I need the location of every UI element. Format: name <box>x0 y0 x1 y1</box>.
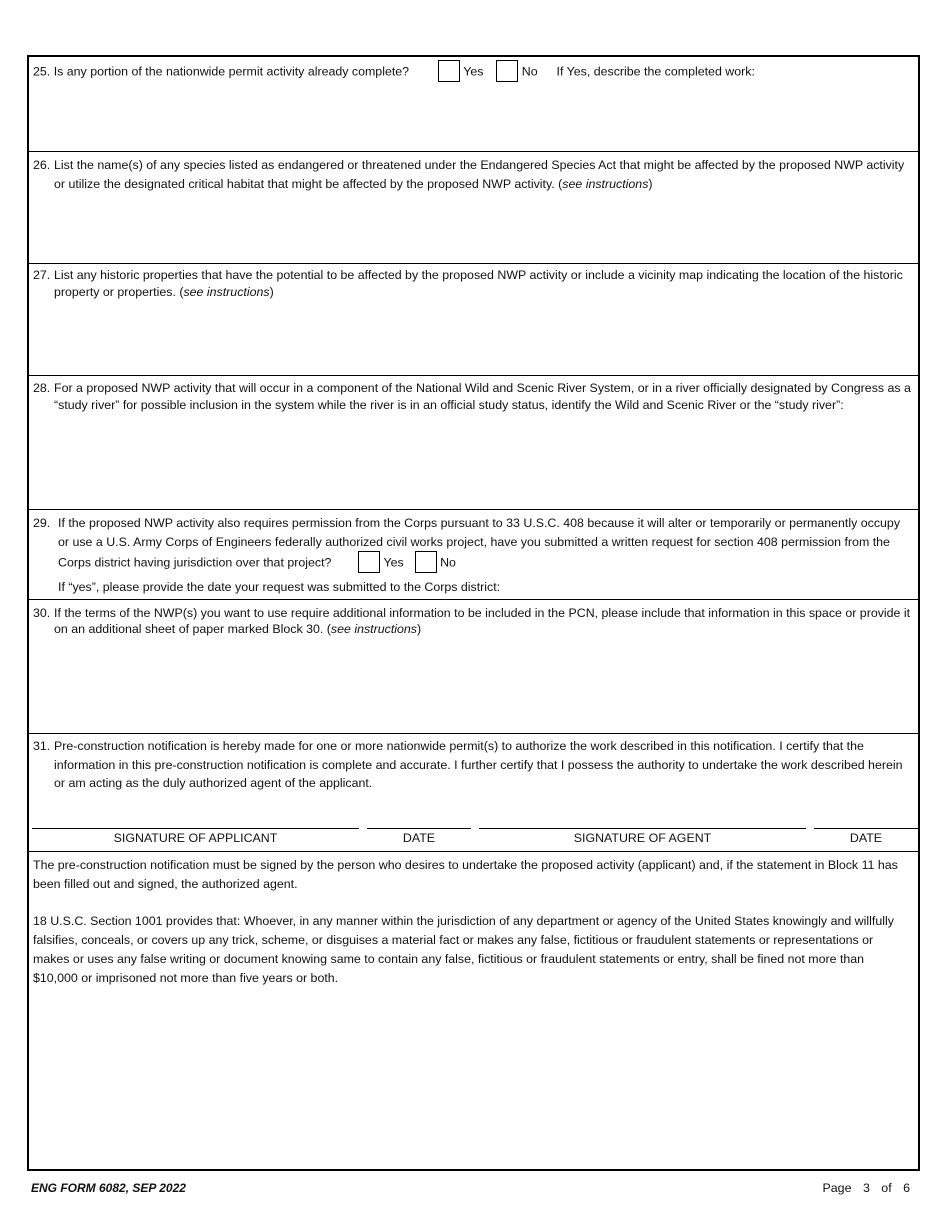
block-29-text: If the proposed NWP activity also requires permission from the Corps pursuant to 33 U.S.C. 408 because it will alter or temporarily or permanently occupy or use a U.S. Army Corps of Engineers federally authorized civil works project, have you submitted a written request for section 408 permission from the Corps district having jurisdiction over that project? Yes No <box>58 514 912 574</box>
block-25-followup: If Yes, describe the completed work: <box>556 64 755 79</box>
block-26-number: 26. <box>33 158 51 172</box>
block-31-text: Pre-construction notification is hereby made for one or more nationwide permit(s) to authorize the work described in this notification. I certify that the information in this pre-construction notification is complete and accurate. I further certify that I possess the authority to undertake the work described herein or am acting as the duly authorized agent of the applicant. <box>54 739 903 790</box>
block-26 <box>29 152 918 264</box>
block-29-no-checkbox[interactable] <box>415 551 437 573</box>
form-identifier: ENG FORM 6082, SEP 2022 <box>31 1181 186 1195</box>
block-28 <box>29 376 918 510</box>
agent-date-label: DATE <box>849 831 883 845</box>
block-29-yes-checkbox[interactable] <box>358 551 380 573</box>
block-27-text: List any historic properties that have the potential to be affected by the proposed NWP activity or include a vicinity map indicating the location of the historic property or properties. (see instructions) <box>54 268 903 299</box>
applicant-signature-label: SIGNATURE OF APPLICANT <box>113 831 278 845</box>
block-28-text: For a proposed NWP activity that will occur in a component of the National Wild and Scenic River System, or in a river officially designated by Congress as a “study river” for possible inclusion in the system while the river is in an official study status, identify the Wild and Scenic River or the “study river”: <box>54 381 911 412</box>
block-31-number: 31. <box>33 739 51 753</box>
block-29-followup: If “yes”, please provide the date your request was submitted to the Corps district: <box>58 580 501 594</box>
block-26-text: List the name(s) of any species listed as endangered or threatened under the Endangered Species Act that might be affected by the proposed NWP activity or utilize the designated critical habitat that might be affected by the proposed NWP activity. (see instructions) <box>54 158 905 191</box>
block-25 <box>29 57 918 152</box>
block-29 <box>29 510 918 600</box>
block-25-number: 25. <box>33 64 51 79</box>
block-27-number: 27. <box>33 268 51 282</box>
block-30-text: If the terms of the NWP(s) you want to use require additional information to be included in the PCN, please include that information in this space or provide it on an additional sheet of paper marked Block 30. (see instructions) <box>54 606 911 636</box>
usc-1001-statement: 18 U.S.C. Section 1001 provides that: Whoever, in any manner within the jurisdiction of any department or agency of the United States knowingly and willfully falsifies, conceals, or covers up any trick, scheme, or disguises a material fact or makes any false, fictitious or fraudulent statements or representations or makes or uses any false writing or document knowing same to contain any false, fictitious or fraudulent statements or entry, shall be fined not more than $10,000 or imprisoned not more than five years or both. <box>33 914 894 985</box>
block-29-yes-label: Yes <box>383 555 404 570</box>
block-29-no-label: No <box>440 555 456 570</box>
block-29-number: 29. <box>33 516 51 530</box>
block-25-question <box>33 61 912 83</box>
block-25-yes-label: Yes <box>463 64 484 79</box>
block-25-yes-checkbox[interactable] <box>438 60 460 82</box>
signature-requirement-note: The pre-construction notification must be signed by the person who desires to undertake the proposed activity (applicant) and, if the statement in Block 11 has been filled out and signed, the authorized agent. <box>33 858 898 891</box>
form-page <box>27 55 920 1171</box>
block-30-number: 30. <box>33 606 51 620</box>
block-27 <box>29 264 918 376</box>
block-25-no-checkbox[interactable] <box>496 60 518 82</box>
block-28-number: 28. <box>33 381 51 395</box>
block-25-text: Is any portion of the nationwide permit activity already complete? <box>53 64 410 79</box>
page-number: Page 3 of 6 <box>822 1181 910 1195</box>
block-30 <box>29 600 918 734</box>
agent-signature-label: SIGNATURE OF AGENT <box>573 831 712 845</box>
applicant-date-label: DATE <box>402 831 436 845</box>
block-25-no-label: No <box>521 64 538 79</box>
